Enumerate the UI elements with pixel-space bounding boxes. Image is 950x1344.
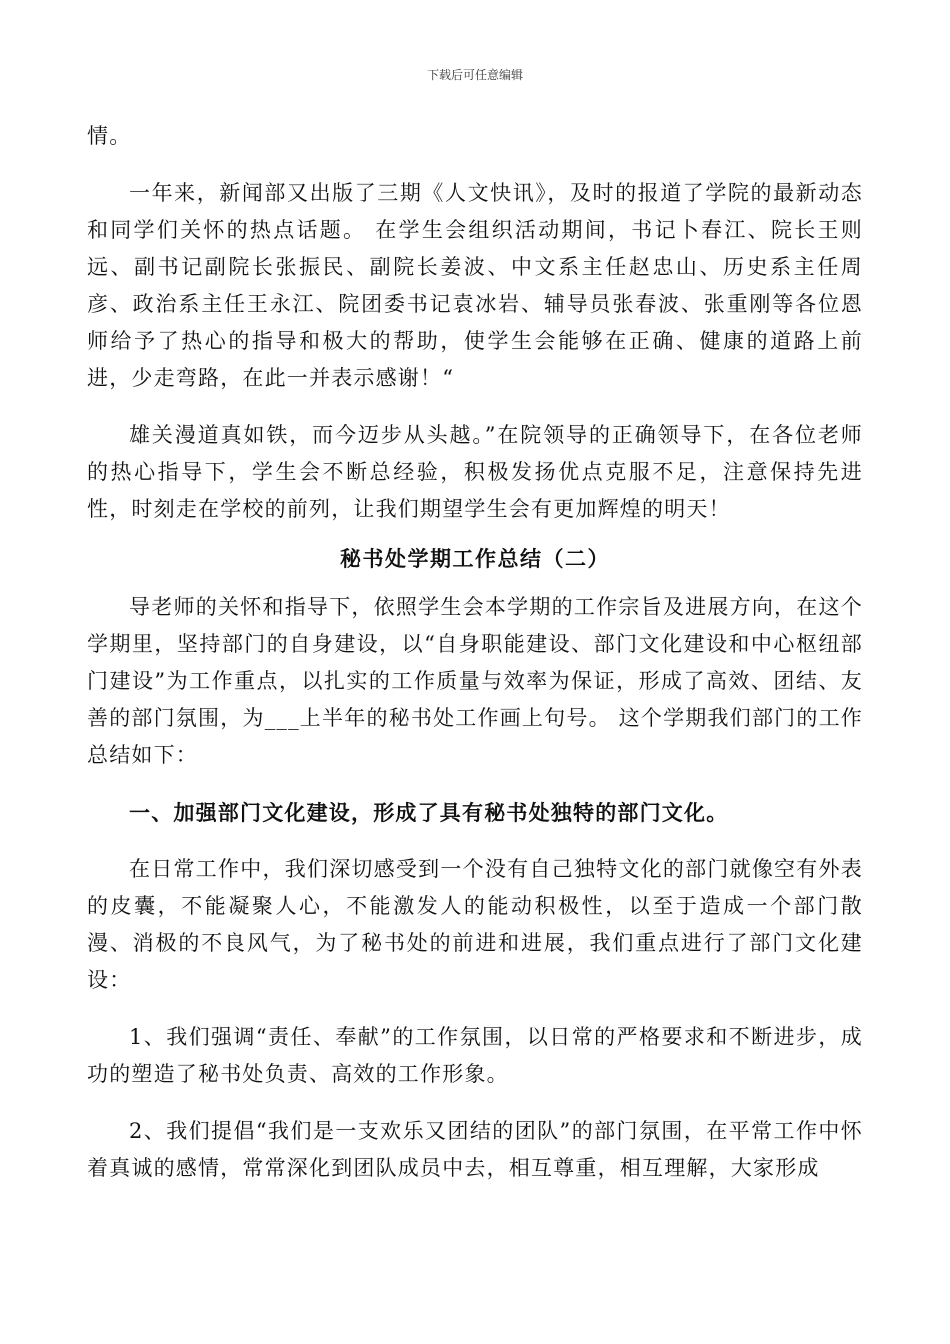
- paragraph-item-1: 1、我们强调“责任、奉献”的工作氛围，以日常的严格要求和不断进步，成功的塑造了秘书处负责、高效的工作形象。: [87, 1025, 863, 1086]
- paragraph-continuation: 情。: [87, 124, 132, 148]
- paragraph-news-department: 一年来，新闻部又出版了三期《人文快讯》，及时的报道了学院的最新动态和同学们关怀的热点话题。 在学生会组织活动期间，书记卜春江、院长王则远、副书记副院长张振民、副院长姜波、中文系主任赵忠山、历史系主任周彦、政治系主任王永江、院团委书记袁冰岩、辅导员张春波、张重刚等各位恩师给予了热心的指导和极大的帮助，使学生会能够在正确、健康的道路上前进，少走弯路，在此一并表示感谢！“: [87, 181, 863, 390]
- document-body: [87, 118, 863, 1187]
- section-title: 秘书处学期工作总结（二）: [340, 546, 610, 571]
- paragraph-intro: 导老师的关怀和指导下，依照学生会本学期的工作宗旨及进展方向，在这个学期里，坚持部门的自身建设，以“自身职能建设、部门文化建设和中心枢纽部门建设”为工作重点，以扎实的工作质量与效率为保证，形成了高效、团结、友善的部门氛围，为___上半年的秘书处工作画上句号。 这个学期我们部门的工作总结如下：: [87, 595, 863, 767]
- page-header: 下载后可任意编辑: [426, 68, 523, 82]
- paragraph-culture: 在日常工作中，我们深切感受到一个没有自己独特文化的部门就像空有外表的皮囊，不能凝聚人心，不能激发人的能动积极性，以至于造成一个部门散漫、消极的不良风气，为了秘书处的前进和进展，我们重点进行了部门文化建设：: [87, 857, 863, 992]
- section-heading-1: 一、加强部门文化建设，形成了具有秘书处独特的部门文化。: [129, 800, 729, 825]
- paragraph-closing: 雄关漫道真如铁，而今迈步从头越。”在院领导的正确领导下，在各位老师的热心指导下，学生会不断总经验，积极发扬优点克服不足，注意保持先进性，时刻走在学校的前列，让我们期望学生会有更加辉煌的明天！: [87, 423, 863, 521]
- paragraph-item-2: 2、我们提倡“我们是一支欢乐又团结的团队”的部门氛围，在平常工作中怀着真诚的感情，常常深化到团队成员中去，相互尊重，相互理解，大家形成: [87, 1119, 863, 1180]
